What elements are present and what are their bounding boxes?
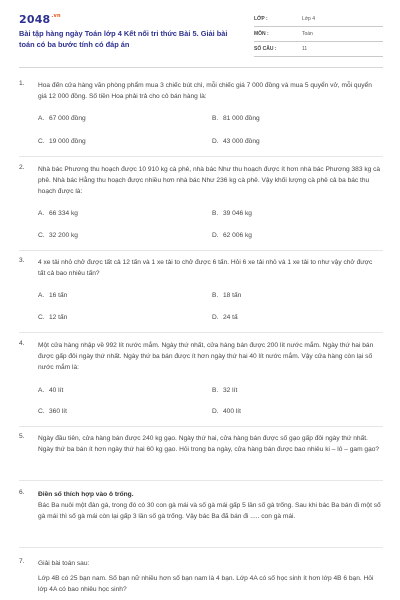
option-b[interactable]: [212, 292, 241, 299]
meta-row-count: [254, 42, 383, 57]
option-text: 19 000 đồng: [49, 138, 86, 145]
question-1: [19, 80, 383, 160]
option-text: 32 lít: [223, 387, 238, 394]
question-7: [19, 558, 383, 600]
question-number: 7.: [19, 558, 25, 565]
logo-domain: .vn: [51, 13, 61, 19]
option-a[interactable]: [38, 115, 86, 122]
meta-key: SỐ CÂU :: [254, 46, 277, 52]
option-text: 32 200 kg: [49, 232, 78, 239]
option-text: 24 tấ: [223, 314, 238, 321]
option-label: A.: [38, 115, 45, 122]
option-label: C.: [38, 138, 45, 145]
question-number: 2.: [19, 164, 25, 171]
question-number: 4.: [19, 340, 25, 347]
option-text: 62 006 kg: [223, 232, 252, 239]
option-text: 360 lít: [49, 408, 67, 415]
option-label: C.: [38, 314, 45, 321]
question-text: Hoa đến cửa hàng văn phòng phẩm mua 3 chiếc bút chì, mỗi chiếc giá 7 000 đồng và mua 5 quyển vở, mỗi quyển giá 12 000 đồng. Số tiền Hoa phải trả cho cô bán hàng là:: [38, 82, 372, 100]
question-divider: [19, 480, 383, 481]
question-3: [19, 257, 383, 335]
option-label: D.: [212, 138, 219, 145]
meta-key: MÔN :: [254, 31, 269, 37]
option-c[interactable]: [38, 138, 86, 145]
option-a[interactable]: [38, 387, 63, 394]
question-text: Nhà bác Phương thu hoạch được 10 910 kg cà phê, nhà bác Như thu hoạch được ít hơn nhà bác Phương 383 kg cà phê. Nhà bác Hằng thu hoạch được nhiều hơn nhà bác Như 236 kg cà phê. Vậy khối lượng cà phê cả ba bác thu hoạch được là:: [38, 166, 381, 195]
question-number: 6.: [19, 489, 25, 496]
option-b[interactable]: [212, 115, 260, 122]
question-heading: Giải bài toán sau:: [38, 560, 90, 567]
option-b[interactable]: [212, 210, 252, 217]
question-5: [19, 433, 383, 481]
option-d[interactable]: [212, 314, 238, 321]
option-label: B.: [212, 387, 219, 394]
question-text: Bác Ba nuôi một đàn gà, trong đó có 30 con gà mái và số gà mái gấp 5 lần số gà trống. Sau khi bác Ba bán đi một số gà mái thì số gà mái còn lại gấp 3 lần số gà trống. Vậy bác Ba đã bán đi ..... con gà mái.: [38, 502, 381, 520]
option-text: 12 tấn: [49, 314, 68, 321]
question-6: [19, 489, 383, 547]
option-c[interactable]: [38, 408, 67, 415]
question-text: Ngày đầu tiên, cửa hàng bán được 240 kg gạo. Ngày thứ hai, cửa hàng bán được số gạo gấp đôi ngày thứ nhất. Ngày thứ ba bán ít hơn ngày thứ hai 60 kg gạo. Hỏi trong ba ngày, cửa hàng bán được bao nhiêu ki – lô – gam gạo?: [38, 435, 380, 453]
meta-value: Lớp 4: [302, 16, 316, 22]
option-label: B.: [212, 115, 219, 122]
meta-table: [254, 12, 383, 57]
logo-text: 2048: [19, 13, 51, 26]
option-d[interactable]: [212, 138, 260, 145]
option-c[interactable]: [38, 232, 78, 239]
option-text: 67 000 đồng: [49, 115, 86, 122]
question-divider: [19, 426, 383, 427]
meta-row-grade: [254, 12, 383, 27]
question-text: Lớp 4B có 25 bạn nam. Số bạn nữ nhiều hơn số bạn nam là 4 bạn. Lớp 4A có số học sinh ít hơn lớp 4B 6 bạn. Hỏi lớp 4A có bao nhiêu học sinh?: [38, 575, 374, 593]
meta-value: Toán: [302, 31, 313, 37]
option-text: 39 046 kg: [223, 210, 252, 217]
question-number: 3.: [19, 257, 25, 264]
option-a[interactable]: [38, 210, 78, 217]
question-text: Một cửa hàng nhập về 992 lít nước mắm. Ngày thứ nhất, cửa hàng bán được 200 lít nước mắm. Ngày thứ hai bán được gấp đôi ngày thứ nhất. Ngày thứ ba bán được ít hơn ngày thứ hai 40 lít nước mắm. Vậy cửa hàng còn lại số nước mắm là:: [38, 342, 374, 371]
option-label: C.: [38, 408, 45, 415]
option-text: 81 000 đồng: [223, 115, 260, 122]
option-label: C.: [38, 232, 45, 239]
question-divider: [19, 547, 383, 548]
option-d[interactable]: [212, 408, 241, 415]
question-number: 1.: [19, 80, 25, 87]
option-b[interactable]: [212, 387, 237, 394]
question-body: [38, 489, 381, 522]
meta-value: 11: [302, 46, 308, 52]
question-2: [19, 164, 383, 252]
option-label: A.: [38, 292, 45, 299]
option-label: B.: [212, 210, 219, 217]
option-text: 40 lít: [49, 387, 64, 394]
option-c[interactable]: [38, 314, 67, 321]
option-text: 43 000 đồng: [223, 138, 260, 145]
site-logo[interactable]: [19, 13, 61, 26]
option-label: D.: [212, 408, 219, 415]
question-divider: [19, 156, 383, 157]
option-a[interactable]: [38, 292, 67, 299]
question-number: 5.: [19, 433, 25, 440]
question-text: 4 xe tải nhỏ chở được tất cả 12 tấn và 1 xe tải to chở được 6 tấn. Hỏi 6 xe tải nhỏ và 1 xe tải to như vậy chở được tất cả bao nhiêu tấn?: [38, 259, 373, 277]
question-body: [38, 558, 381, 595]
option-label: A.: [38, 210, 45, 217]
page-title: Bài tập hàng ngày Toán lớp 4 Kết nối tri thức Bài 5. Giải bài toán có ba bước tính có đáp án: [19, 29, 228, 49]
option-text: 16 tấn: [49, 292, 68, 299]
option-text: 66 334 kg: [49, 210, 78, 217]
option-label: D.: [212, 232, 219, 239]
option-label: B.: [212, 292, 219, 299]
meta-row-subject: [254, 27, 383, 42]
option-d[interactable]: [212, 232, 252, 239]
header-divider: [19, 67, 383, 68]
option-text: 18 tấn: [223, 292, 242, 299]
question-4: [19, 340, 383, 428]
meta-key: LỚP :: [254, 16, 268, 22]
option-label: A.: [38, 387, 45, 394]
worksheet-header: [19, 12, 383, 62]
question-divider: [19, 332, 383, 333]
question-heading: Điền số thích hợp vào ô trống.: [38, 491, 134, 498]
option-text: 400 lít: [223, 408, 241, 415]
question-divider: [19, 250, 383, 251]
option-label: D.: [212, 314, 219, 321]
